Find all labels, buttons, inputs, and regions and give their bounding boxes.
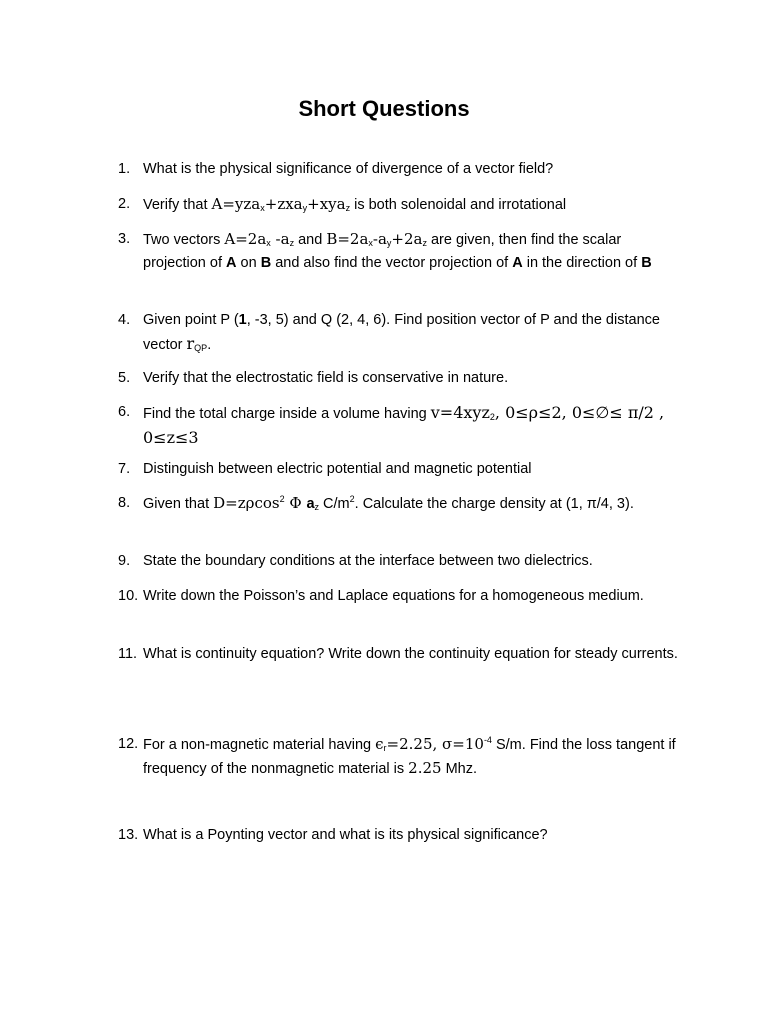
question-11 (118, 643, 678, 666)
question-5 (118, 367, 678, 390)
question-number: 3. (118, 231, 131, 247)
question-text: What is the physical significance of divergence of a vector field? (143, 161, 554, 177)
question-text: Verify that A=yza$_x$+zxa$_y$+xya$_z$ is both solenoidal and irrotational (143, 195, 567, 213)
question-6 (118, 401, 678, 451)
question-number: 5. (118, 370, 131, 386)
question-1 (118, 158, 678, 181)
question-text: Given that D=zρcos$^2$ Φ $a_z$ $C/m^2$. Calculate the charge density at (1, π/4, 3). (143, 494, 634, 512)
question-3 (118, 228, 678, 275)
question-10 (118, 585, 678, 608)
question-text: Two vectors $A=2a_x$ $-a_z$ and $B=2a_x-a_y+2a_z$ are given, then find the scalar projection of A on B and also find the vector projection of A in the direction of B (143, 230, 652, 271)
question-2 (118, 193, 678, 217)
question-number: 8. (118, 495, 131, 511)
question-text: What is continuity equation? Write down the continuity equation for steady currents. (143, 646, 678, 662)
question-12 (118, 733, 678, 781)
question-9 (118, 550, 678, 573)
question-number: 1. (118, 161, 131, 177)
question-text: Find the total charge inside a volume having v=4xyz$_2$, 0≤ρ≤2, 0≤∅≤ π/2 , 0≤z≤3 (143, 403, 665, 447)
question-number: 2. (118, 196, 131, 212)
question-text: Given point P (1, -3, 5) and Q (2, 4, 6). Find position vector of P and the distance vector $r_{QP}$. (143, 312, 660, 353)
question-text: State the boundary conditions at the interface between two dielectrics. (143, 553, 593, 569)
question-number: 13. (118, 827, 139, 843)
question-number: 4. (118, 312, 131, 328)
question-text: Write down the Poisson’s and Laplace equations for a homogeneous medium. (143, 588, 644, 604)
question-text: Verify that the electrostatic field is conservative in nature. (143, 370, 509, 386)
question-text: For a non-magnetic material having $\epsilon_r=2.25$, $\sigma=10^{-4}$ S/m. Find the loss tangent if frequency of the nonmagnetic material is 2.25 Mhz. (143, 735, 676, 777)
question-number: 12. (118, 736, 139, 752)
question-number: 10. (118, 588, 139, 604)
question-number: 9. (118, 553, 131, 569)
question-4 (118, 309, 678, 357)
page-title: Short Questions (298, 96, 470, 121)
question-13 (118, 824, 678, 847)
question-number: 11. (118, 646, 138, 662)
question-text: Distinguish between electric potential and magnetic potential (143, 461, 532, 477)
question-number: 7. (118, 461, 131, 477)
question-8 (118, 492, 678, 516)
question-text: What is a Poynting vector and what is its physical significance? (143, 827, 548, 843)
question-number: 6. (118, 404, 131, 420)
question-7 (118, 458, 678, 481)
